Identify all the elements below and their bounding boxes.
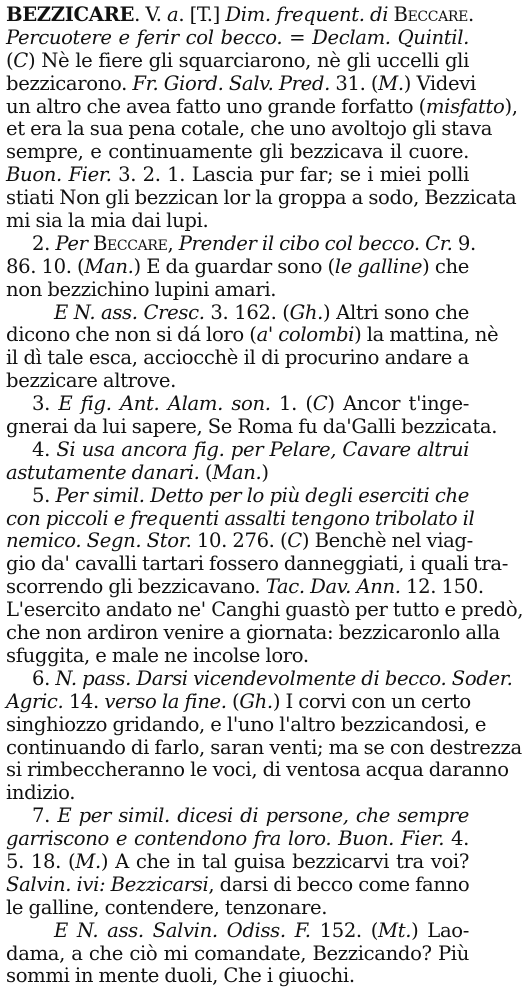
entry-line: gio da' cavalli tartari fossero danneggiati, i quali tra-: [6, 552, 508, 576]
entry-line: 86. 10. (Man.) E da guardar sono (le galline) che: [6, 254, 469, 278]
entry-line: non bezzichino lupini amari.: [6, 277, 277, 301]
entry-line: sommi in mente duoli, Che i giuochi.: [6, 964, 355, 988]
entry-line: BEZZICARE. V. a. [T.] Dim. frequent. di Beccare.: [6, 3, 474, 26]
entry-line: 5. 18. (M.) A che in tal guisa bezzicarvi tra voi?: [6, 849, 469, 873]
entry-line: continuando di farlo, saran venti; ma se con destrezza: [6, 735, 522, 759]
entry-line: 5. Per simil. Detto per lo più degli eserciti che: [32, 483, 469, 507]
entry-line: Agric. 14. verso la fine. (Gh.) I corvi con un certo: [6, 689, 471, 713]
entry-line: et era la sua pena cotale, che uno avoltojo gli stava: [6, 117, 493, 141]
entry-line: E N. ass. Salvin. Odiss. F. 152. (Mt.) Lao-: [54, 918, 470, 942]
entry-line: 2. Per Beccare, Prender il cibo col becco. Cr. 9.: [32, 231, 476, 255]
entry-line: dama, a che ciò mi comandate, Bezzicando? Più: [6, 941, 469, 965]
entry-line: le galline, contendere, tenzonare.: [6, 895, 328, 919]
entry-line: Percuotere e ferir col becco. = Declam. Quintil.: [6, 25, 469, 49]
entry-line: stiati Non gli bezzican lor la groppa a sodo, Bezzicata: [6, 186, 517, 210]
entry-line: dicono che non si dá loro (a' colombi) la mattina, nè: [6, 323, 499, 347]
entry-line: E N. ass. Cresc. 3. 162. (Gh.) Altri sono che: [54, 300, 469, 324]
entry-line: si rimbeccheranno le voci, di ventosa acqua daranno: [6, 758, 509, 782]
entry-line: sfuggita, e male ne incolse loro.: [6, 643, 309, 667]
entry-line: astutamente danari. (Man.): [6, 460, 269, 484]
entry-line: con piccoli e frequenti assalti tengono tribolato il: [6, 506, 475, 530]
entry-line: L'esercito andato ne' Canghi guastò per tutto e predò,: [6, 598, 523, 622]
entry-line: bezzicarono. Fr. Giord. Salv. Pred. 31. (M.) Videvi: [6, 71, 476, 95]
entry-line: garriscono e contendono fra loro. Buon. Fier. 4.: [6, 827, 469, 851]
entry-line: mi sia la mia dai lupi.: [6, 209, 209, 233]
dictionary-entry-bezzicare: [6, 3, 523, 988]
entry-line: indizio.: [6, 781, 76, 805]
entry-line: 6. N. pass. Darsi vicendevolmente di becco. Soder.: [32, 666, 513, 690]
entry-line: che non ardiron venire a giornata: bezzicaronlo alla: [6, 621, 500, 645]
entry-line: Salvin. ivi: Bezzicarsi, darsi di becco come fanno: [6, 872, 470, 896]
entry-line: nemico. Segn. Stor. 10. 276. (C) Benchè nel viag-: [6, 529, 473, 553]
entry-line: gnerai da lui sapere, Se Roma fu da'Galli bezzicata.: [6, 415, 498, 439]
entry-line: singhiozzo gridando, e l'uno l'altro bezzicandosi, e: [6, 712, 487, 736]
entry-line: un altro che avea fatto uno grande forfatto (misfatto),: [6, 94, 518, 118]
entry-line: bezzicare altrove.: [6, 369, 176, 393]
entry-line: 7. E per simil. dicesi di persone, che sempre: [32, 804, 469, 828]
entry-line: sempre, e continuamente gli bezzicava il cuore.: [6, 140, 469, 164]
entry-line: 4. Si usa ancora fig. per Pelare, Cavare altrui: [32, 437, 470, 461]
entry-line: 3. E fig. Ant. Alam. son. 1. (C) Ancor t'inge-: [32, 392, 469, 416]
entry-line: scorrendo gli bezzicavano. Tac. Dav. Ann. 12. 150.: [6, 575, 484, 599]
entry-line: (C) Nè le fiere gli squarciarono, nè gli uccelli gli: [6, 48, 469, 72]
entry-line: il dì tale esca, acciocchè il di procurino andare a: [6, 346, 469, 370]
entry-line: Buon. Fier. 3. 2. 1. Lascia pur far; se i miei polli: [6, 163, 469, 187]
